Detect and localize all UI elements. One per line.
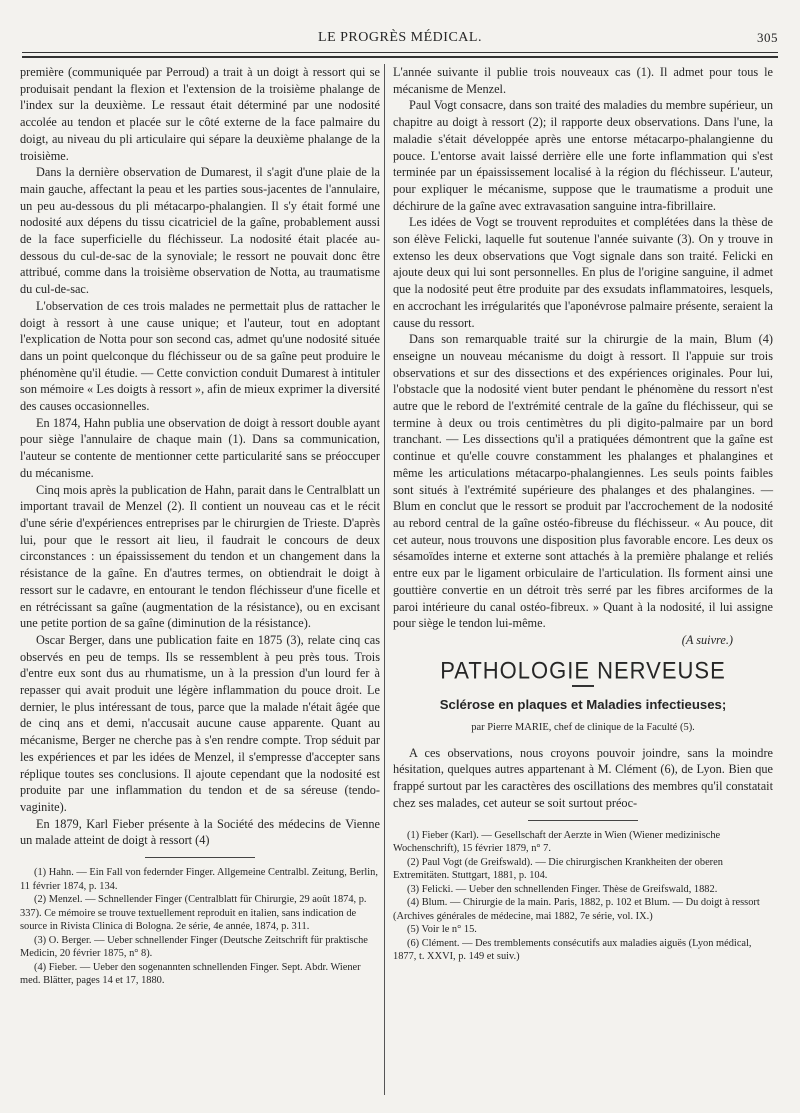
section-dash (572, 685, 594, 687)
footnote: (1) Hahn. — Ein Fall von federnder Finger. Allgemeine Centralbl. Zeitung, Berlin, 11 février 1874, p. 134. (20, 867, 378, 892)
paragraph: En 1879, Karl Fieber présente à la Société des médecins de Vienne un malade atteint de doigt à ressort (4) (20, 816, 380, 848)
paragraph: Dans la dernière observation de Dumarest, il s'agit d'une plaie de la main gauche, affectant la peau et les parties sous-jacentes de l'annulaire, un peu au-dessous du pli métacarpo-phalangien. Il s'y était formé une nodosité aux dépens du tissu cicatriciel de la gaîne, probablement aussi de la face superficielle du fléchisseur. La nodosité était placée au-dessous du cul-de-sac de la synoviale; le ressort ne pouvait donc être attribué, comme dans la troisième observation de Notta, au traumatisme du cul-de-sac. (20, 165, 380, 297)
footnote: (5) Voir le n° 15. (407, 924, 477, 936)
column-divider (384, 64, 385, 1095)
footnote: (2) Menzel. — Schnellender Finger (Centralblatt für Chirurgie, 29 août 1874, p. 337). Ce mémoire se trouve textuellement reproduit en italien, sans indication de source in Rivista Clinica di Bologna. 2e série, 4e année, 1874, p. 311. (20, 894, 367, 933)
paragraph: Paul Vogt consacre, dans son traité des maladies du membre supérieur, un chapitre au doigt à ressort (2); il rapporte deux observations. Dans l'une, la maladie s'était développée après une entorse métacarpo-phalangienne du pouce. L'entorse avait laissé derrière elle une forte inflammation qui s'est terminée par un épaississement localisé à la région du fléchisseur. L'auteur, pour expliquer le mécanisme, suppose que le traumatisme a produit une déchirure de la gaîne avec extravasation sanguine intra-fibrillaire. (393, 98, 773, 213)
right-column (393, 64, 773, 964)
paragraph: Cinq mois après la publication de Hahn, parait dans le Centralblatt un important travail de Menzel (2). Il contient un nouveau cas et le récit d'une série d'expériences entreprises par le chirurgien de Trieste. D'après lui, pour que le ressort ait lieu, il faudrait le concours de deux circonstances : un épaississement du tendon et un changement dans la résistance de la gaîne. En d'autres termes, on obtiendrait le doigt à ressort sur le cadavre, en entourant le tendon fléchisseur d'une ficelle et en rétrécissant sa gaîne (augmentation de la résistance), ou en excisant une petite portion de sa gaîne (diminution de la résistance). (20, 482, 380, 631)
page-number: 305 (757, 30, 778, 45)
journal-title: LE PROGRÈS MÉDICAL. (318, 30, 482, 45)
paragraph: L'observation de ces trois malades ne permettait plus de rattacher le doigt à ressort à une cause unique; et l'auteur, tout en adoptant l'explication de Notta pour son second cas, admet qu'une nodosité située dans un point quelconque du fléchisseur ou de sa gaîne peut produire le phénomène qu'il étudie. — Cette conviction conduit Dumarest à intituler son mémoire « Les doigts à ressort », afin de mieux exprimer la diversité des causes occasionnelles. (20, 298, 380, 414)
byline: par Pierre MARIE, chef de clinique de la Faculté (5). (471, 722, 695, 734)
footnote: (6) Clément. — Des tremblements consécutifs aux maladies aiguës (Lyon médical, 1877, t. XXVI, p. 149 et suiv.) (393, 937, 752, 963)
footnote: (1) Fieber (Karl). — Gesellschaft der Aerzte in Wien (Wiener medizinische Wochenschrift), 15 février 1879, n° 7. (393, 829, 721, 855)
footnote: (2) Paul Vogt (de Greifswald). — Die chirurgischen Krankheiten der oberen Extremitäten. Stuttgart, 1881, p. 104. (393, 856, 723, 882)
paragraph: L'année suivante il publie trois nouveaux cas (1). Il admet pour tous le mécanisme de Menzel. (393, 65, 773, 96)
footnote: (4) Fieber. — Ueber den sogenannten schnellenden Finger. Sept. Abdr. Wiener med. Blätter, pages 14 et 17, 1880. (20, 961, 361, 987)
footnote: (3) O. Berger. — Ueber schnellender Finger (Deutsche Zeitschrift für praktische Medicin, 20 février 1875, n° 8). (20, 934, 368, 960)
paragraph: En 1874, Hahn publia une observation de doigt à ressort double ayant pour siège l'annulaire de chaque main (1). Dans sa communication, l'auteur se contente de mentionner cette particularité sans se préoccuper du mécanisme. (20, 415, 380, 480)
section-title: PATHOLOGIE NERVEUSE (440, 656, 726, 684)
left-column (20, 64, 380, 988)
paragraph: Dans son remarquable traité sur la chirurgie de la main, Blum (4) enseigne un nouveau mécanisme du doigt à ressort. Il l'appuie sur trois observations et sur des dissections et des expériences originales. Pour lui, l'obstacle que la nodosité vient buter pendant le phénomène du ressort n'est autre que le rebord de l'extrémité centrale de la gaîne du fléchisseur, qui se termine à deux ou trois centimètres du pli digito-palmaire par un bord tranchant. — Les dissections qu'il a pratiquées démontrent que la gaîne est continue et qu'elle couvre constamment les phalanges et phalangines et même les articulations métacarpo-phalangiennes. Les seuls points faibles sont situés à l'extrémité supérieure des phalanges et des phalangines. — Blum en conclut que le ressort se produit par l'accrochement de la nodosité au rebord central de la gaîne ostéo-fibreuse du fléchisseur. « Au pouce, dit cet auteur, nous trouvons une disposition plus favorable encore. Les deux os sésamoïdes interne et externe sont attachés à la première phalange et reliés entre eux par le ligament orbiculaire de l'articulation. Ils forment ainsi une gouttière convertie en un détroit très serré par les fibres arciformes de la paroi intérieure du canal ostéo-fibreux. » Quant à la nodosité, il lui assigne pour siège le tendon lui-même. (393, 332, 773, 631)
footnote: (3) Felicki. — Ueber den schnellenden Finger. Thèse de Greifswald, 1882. (407, 883, 718, 895)
footnotes (393, 829, 773, 964)
running-header (22, 30, 778, 52)
paragraph: Les idées de Vogt se trouvent reproduites et complétées dans la thèse de son élève Felicki, laquelle fut soutenue l'année suivante (3). On y trouve in extenso les deux observations que Vogt signale dans son traité. Felicki en ajoute deux qui lui sont personnelles. En plus de l'origine sanguine, il admet que la nodosité peut être produite par des exsudats inflammatoires, lesquels, en accrochant les irrégularités que l'aponévrose palmaire présente, seraient la cause du ressort. (393, 215, 773, 330)
to-be-continued: (A suivre.) (681, 632, 733, 647)
footnote: (4) Blum. — Chirurgie de la main. Paris, 1882, p. 102 et Blum. — Du doigt à ressort (Archives générales de médecine, mai 1882, 7e série, vol. IX.) (393, 897, 760, 922)
header-rule (22, 52, 778, 53)
footnote-divider (528, 820, 638, 821)
article-title: Sclérose en plaques et Maladies infectieuses; (439, 697, 727, 713)
footnotes (20, 866, 380, 988)
paragraph: première (communiquée par Perroud) a trait à un doigt à ressort qui se produisait pendant la flexion et l'extension de la troisième phalange de l'index sur la deuxième. Le ressaut était déterminé par une nodosité accolée au tendon et placée sur le côté externe de la face palmaire du doigt, au niveau du pli articulaire qui sépare la deuxième phalange de la troisième. (20, 65, 380, 163)
header-rule-thick (22, 56, 778, 58)
paragraph: A ces observations, nous croyons pouvoir joindre, sans la moindre hésitation, quelques autres appartenant à M. Clément (6), de Lyon. Bien que frappé surtout par les caractères des oscillations des membres qu'il constatait chez ses malades, cet auteur se soit surtout préoc- (393, 745, 773, 810)
paragraph: Oscar Berger, dans une publication faite en 1875 (3), relate cinq cas observés en peu de temps. Ils se ressemblent à peu près tous. Trois d'entre eux sont dus au rhumatisme, un à la pression d'un lourd fer à repasser qui avait produit une légère inflammation du pouce droit. Le dernier, le plus intéressant de tous, parce que la malade n'était âgée que de cinq ans et demi, n'accusait aucune cause apparente. Quant au mécanisme, Berger ne cherche pas à s'en rendre compte. Trop séduit par les expériences et par les idées de Menzel, il s'empresse d'accepter sans réplique toutes ses conclusions. Il ajoute cependant que la nodosité est produite par une inflammation du tendon et de sa séreuse (tendo-vaginite). (20, 632, 380, 814)
footnote-divider (145, 857, 255, 858)
